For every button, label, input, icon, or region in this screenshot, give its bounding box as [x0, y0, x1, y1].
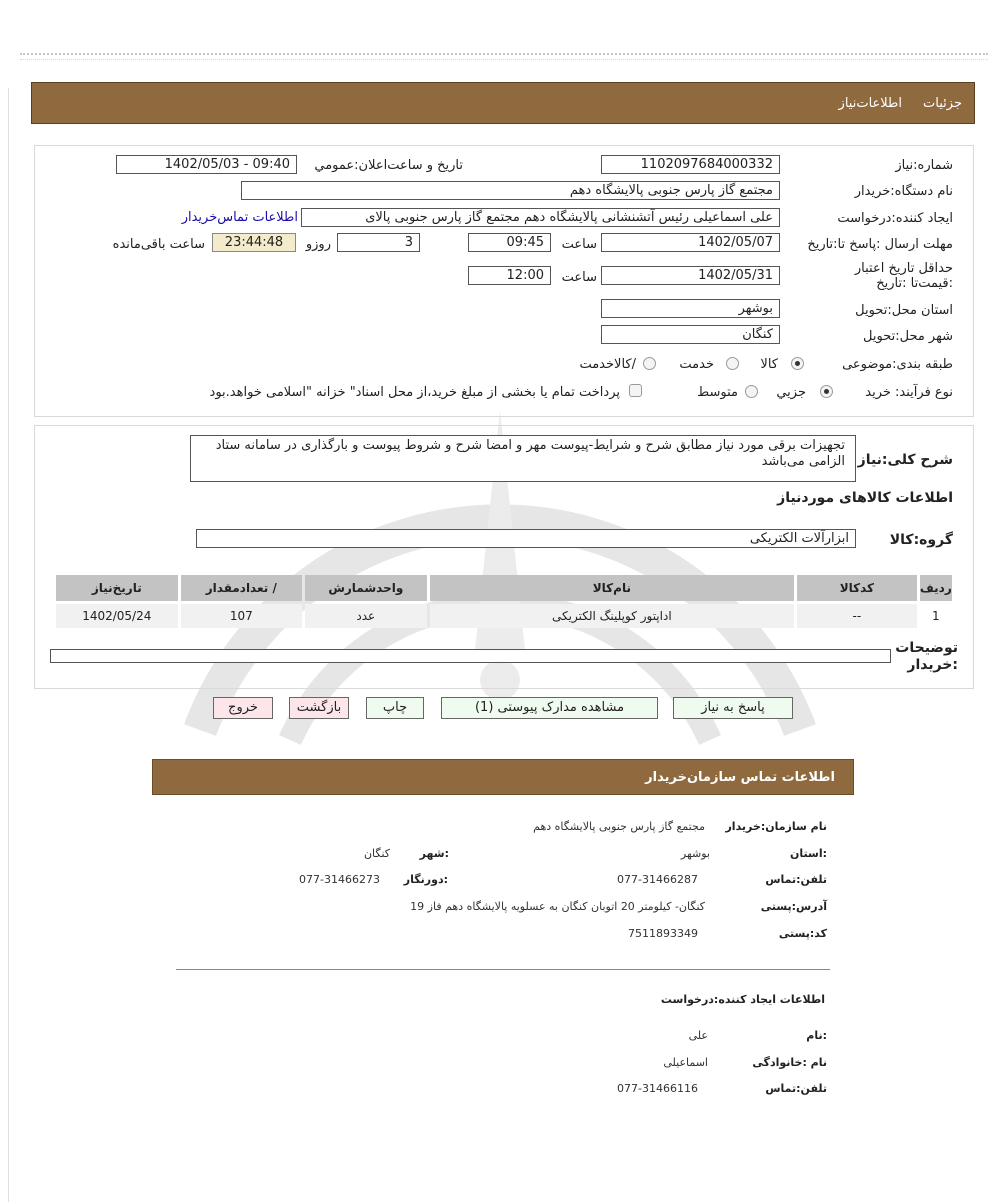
tab-details[interactable]: جزئیات	[923, 96, 962, 111]
creator-field: علی اسماعیلی رئیس آتشنشانی پالایشگاه دهم مجتمع گاز پارس جنوبی پالای	[301, 208, 780, 227]
print-button[interactable]: چاپ	[366, 697, 424, 719]
validity-label: حداقل تاریخ اعتبار :قیمت‌تا :تاریخ	[854, 261, 953, 291]
contact-province-label: :استان	[790, 847, 827, 860]
buyer-notes-label: توضیحات :خریدار	[895, 640, 958, 673]
goods-group-field: ابزارآلات الکتریکی	[196, 529, 856, 548]
contact-postal-label: کد:پستی	[778, 927, 827, 940]
header-item-code: کدکالا	[797, 575, 916, 601]
top-dotted-divider	[20, 53, 988, 55]
creator-family-value: اسماعیلی	[663, 1056, 708, 1069]
creator-name-label: :نام	[806, 1029, 827, 1042]
contact-province-value: بوشهر	[680, 847, 710, 860]
cell-quantity: 107	[181, 604, 303, 628]
contact-city-label: :شهر	[419, 847, 449, 860]
contact-section-bar	[152, 759, 854, 795]
creator-name-value: علی	[688, 1029, 708, 1042]
province-label: استان محل:تحویل	[855, 303, 953, 318]
deadline-time-field: 09:45	[468, 233, 551, 252]
header-unit: واحدشمارش	[305, 575, 427, 601]
contact-fax-value: 077-31466273	[299, 873, 380, 886]
table-row	[56, 604, 952, 628]
process-radio-minor[interactable]	[820, 385, 833, 398]
contact-city-value: کنگان	[363, 847, 390, 860]
creator-family-label: نام :خانوادگی	[752, 1056, 827, 1069]
table-header-row	[56, 575, 952, 601]
view-attachments-button[interactable]: مشاهده مدارک پیوستی (1)	[441, 697, 658, 719]
exit-button[interactable]: خروج	[213, 697, 273, 719]
process-radio-medium[interactable]	[745, 385, 758, 398]
process-label: نوع فرآیند: خرید	[865, 385, 953, 400]
reply-button[interactable]: پاسخ به نیاز	[673, 697, 793, 719]
creator-label: ایجاد کننده:درخواست	[837, 211, 953, 226]
category-radio-goods-service[interactable]	[643, 357, 656, 370]
days-field: 3	[337, 233, 420, 252]
contact-org-label: نام سازمان:خریدار	[725, 820, 827, 833]
cell-need-date: 1402/05/24	[56, 604, 178, 628]
category-label: طبقه بندی:موضوعی	[842, 357, 953, 372]
description-label: شرح کلی:نیاز	[857, 452, 953, 468]
validity-date-field: 1402/05/31	[601, 266, 780, 285]
category-option-goods-service: /کالاخدمت	[579, 357, 636, 372]
header-need-date: تاریخ‌نیاز	[56, 575, 178, 601]
buyer-contact-link[interactable]: اطلاعات تماس‌خریدار	[181, 210, 298, 225]
validity-time-field: 12:00	[468, 266, 551, 285]
contact-section-title: اطلاعات تماس سازمان‌خریدار	[645, 770, 835, 785]
top-dotted-divider-2	[20, 59, 988, 60]
creator-phone-value: 077-31466116	[617, 1082, 698, 1095]
left-border-line	[8, 88, 9, 1202]
province-field: بوشهر	[601, 299, 780, 318]
cell-unit: عدد	[305, 604, 427, 628]
cell-row-number: 1	[920, 604, 952, 628]
category-radio-goods[interactable]	[791, 357, 804, 370]
description-text: تجهیزات برقی مورد نیاز مطابق شرح و شرایط-پیوست مهر و امضا شرح و شروط پیوست و بارگذاری در سامانه ستاد الزامی می‌باشد	[190, 435, 856, 482]
header-quantity: / تعدادمقدار	[181, 575, 303, 601]
items-table	[53, 572, 955, 631]
announce-date-field: 1402/05/03 - 09:40	[116, 155, 297, 174]
category-option-goods: کالا	[760, 357, 778, 372]
cell-item-code: --	[797, 604, 916, 628]
cell-item-name: اداپتور کوپلینگ الکتریکی	[430, 604, 795, 628]
header-row-number: ردیف	[920, 575, 952, 601]
category-option-service: خدمت	[679, 357, 714, 372]
need-number-field: 1102097684000332	[601, 155, 780, 174]
contact-address-value: کنگان- کیلومتر 20 اتوبان کنگان به عسلویه پالایشگاه دهم فاز 19	[410, 900, 705, 913]
contact-phone-value: 077-31466287	[617, 873, 698, 886]
buyer-org-label: نام دستگاه:خریدار	[854, 184, 953, 199]
contact-address-label: آدرس:پستی	[760, 900, 827, 913]
contact-phone-label: تلفن:تماس	[765, 873, 827, 886]
contact-divider	[176, 969, 830, 970]
buyer-org-field: مجتمع گاز پارس جنوبی پالایشگاه دهم	[241, 181, 780, 200]
city-label: شهر محل:تحویل	[863, 329, 953, 344]
treasury-payment-checkbox[interactable]	[629, 384, 642, 397]
deadline-time-label: ساعت	[561, 237, 597, 252]
header-item-name: نام‌کالا	[430, 575, 795, 601]
remaining-time-label: ساعت باقی‌مانده	[112, 237, 205, 252]
deadline-date-field: 1402/05/07	[601, 233, 780, 252]
process-option-minor: جزیي	[776, 385, 806, 400]
goods-group-label: گروه:کالا	[889, 532, 953, 548]
contact-fax-label: :دورنگار	[403, 873, 448, 886]
goods-info-title: اطلاعات کالاهای موردنیاز	[777, 490, 953, 506]
page-header-bar	[31, 82, 975, 124]
deadline-label: مهلت ارسال :پاسخ تا:تاریخ	[807, 237, 953, 252]
buyer-notes-field	[50, 649, 891, 663]
days-label: روزو	[305, 237, 331, 252]
creator-phone-label: تلفن:تماس	[765, 1082, 827, 1095]
remaining-time-field: 23:44:48	[212, 233, 296, 252]
validity-time-label: ساعت	[561, 270, 597, 285]
category-radio-service[interactable]	[726, 357, 739, 370]
process-option-medium: متوسط	[697, 385, 738, 400]
back-button[interactable]: بازگشت	[289, 697, 349, 719]
announce-date-label: تاریخ و ساعت‌اعلان:عمومي	[314, 158, 463, 173]
need-number-label: شماره:نیاز	[895, 158, 953, 173]
tab-need-info[interactable]: اطلاعات‌نیاز	[838, 96, 902, 111]
contact-org-value: مجتمع گاز پارس جنوبی پالایشگاه دهم	[533, 820, 705, 833]
city-field: کنگان	[601, 325, 780, 344]
contact-postal-value: 7511893349	[628, 927, 698, 940]
creator-info-title: اطلاعات ایجاد کننده:درخواست	[660, 993, 825, 1006]
treasury-payment-note: پرداخت تمام یا بخشی از مبلغ خرید،از محل اسناد" خزانه "اسلامی خواهد.بود	[209, 385, 620, 400]
